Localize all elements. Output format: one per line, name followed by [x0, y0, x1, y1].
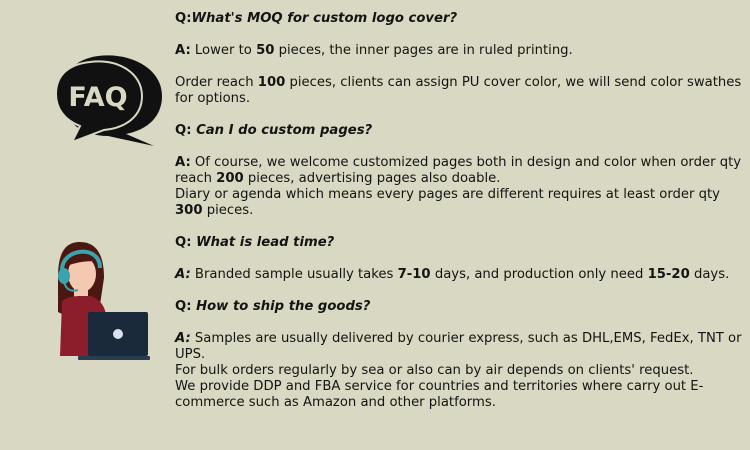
- laptop-base: [78, 356, 150, 360]
- answer-2-text-d: pieces.: [202, 203, 254, 218]
- question-1-text: What's MOQ for custom logo cover?: [191, 11, 458, 26]
- laptop-logo: [113, 329, 123, 339]
- answer-1-line-2: [175, 75, 747, 107]
- answer-2-text-c: Diary or agenda which means every pages are different requires at least order qty: [175, 187, 720, 202]
- question-2-text: Can I do custom pages?: [196, 123, 373, 138]
- answer-2-prefix: A:: [175, 155, 191, 170]
- answer-3-text-a: Branded sample usually takes: [190, 267, 398, 282]
- question-4-text: How to ship the goods?: [196, 299, 371, 314]
- answer-2-text-a: Of course, we welcome customized pages both in design and color when order qty reach: [175, 155, 742, 186]
- answer-3-text-b: days, and production only need: [430, 267, 648, 282]
- answer-4-line-1: [175, 331, 747, 363]
- answer-1-qty: 100: [257, 75, 286, 90]
- answer-1-line-1: [175, 43, 747, 59]
- answer-1-text-d: pieces, clients can assign PU cover color, we will send color swathes for options.: [175, 75, 742, 106]
- answer-2-text-b: pieces, advertising pages also doable.: [243, 171, 501, 186]
- customer-support-agent-icon: [50, 238, 154, 362]
- faq-badge-text: FAQ: [68, 82, 128, 113]
- answer-4-text-a: Samples are usually delivered by courier express, such as DHL,EMS, FedEx, TNT or UPS.: [175, 331, 742, 362]
- answer-1-text-c: Order reach: [175, 75, 258, 90]
- answer-3-production-days: 15-20: [647, 267, 690, 282]
- answer-2-min-qty: 300: [175, 203, 203, 218]
- answer-1-prefix: A:: [175, 43, 191, 58]
- question-1: [175, 11, 747, 27]
- question-2: [175, 123, 747, 139]
- answer-1-text-a: Lower to: [190, 43, 257, 58]
- answer-1-text-b: pieces, the inner pages are in ruled printing.: [274, 43, 573, 58]
- answer-2-line-2: [175, 187, 747, 219]
- faq-speech-bubbles-icon: [50, 50, 170, 150]
- answer-3-line-1: [175, 267, 747, 283]
- answer-3-text-c: days.: [689, 267, 730, 282]
- agent-headset-earpiece: [58, 268, 70, 284]
- question-3-prefix: Q:: [175, 235, 197, 250]
- faq-content: [175, 11, 747, 411]
- question-4-prefix: Q:: [175, 299, 197, 314]
- question-4: [175, 299, 747, 315]
- answer-3-sample-days: 7-10: [397, 267, 431, 282]
- answer-4-prefix: A:: [175, 331, 191, 346]
- question-3: [175, 235, 747, 251]
- answer-2-line-1: [175, 155, 747, 187]
- question-2-prefix: Q:: [175, 123, 197, 138]
- question-3-text: What is lead time?: [196, 235, 335, 250]
- question-1-prefix: Q:: [175, 11, 192, 26]
- answer-1-moq: 50: [256, 43, 275, 58]
- answer-2-qty: 200: [216, 171, 244, 186]
- answer-4-line-3: We provide DDP and FBA service for countries and territories where carry out E-commerce such as Amazon and other platforms.: [175, 379, 704, 410]
- answer-3-prefix: A:: [175, 267, 191, 282]
- answer-4-line-2: For bulk orders regularly by sea or also can by air depends on clients' request.: [175, 363, 694, 378]
